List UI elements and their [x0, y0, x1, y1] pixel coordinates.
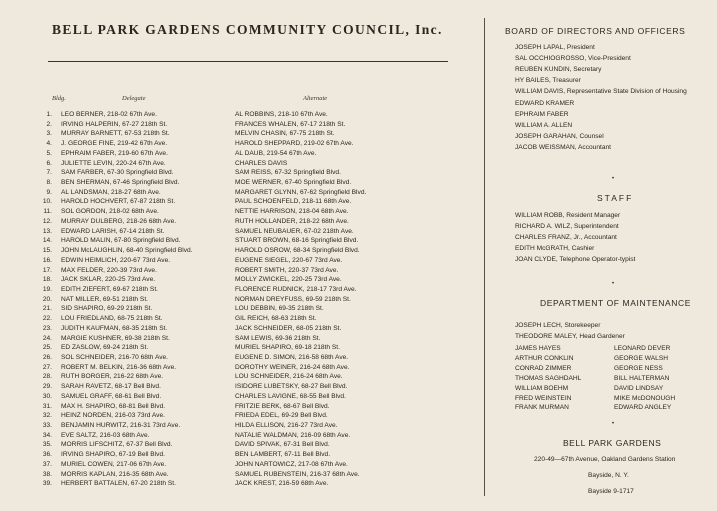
- bldg-number: 31.: [42, 402, 52, 410]
- delegate-name: J. GEORGE FINE, 219-42 67th Ave.: [61, 140, 168, 148]
- maintenance-worker: LEONARD DEVER: [614, 345, 671, 352]
- bldg-number: 9.: [46, 188, 52, 196]
- table-row: [30, 207, 470, 217]
- page-divider: [484, 18, 485, 496]
- staff-title: STAFF: [597, 193, 634, 203]
- staff-member: CHARLES FRANZ, Jr., Accountant: [515, 234, 617, 242]
- bldg-number: 25.: [42, 344, 52, 352]
- header-alternate: Alternate: [303, 95, 328, 102]
- delegate-name: SOL SCHNEIDER, 216-70 68th Ave.: [61, 354, 169, 361]
- table-row: [30, 256, 470, 266]
- delegate-name: MARGIE KUSHNER, 69-38 218th St.: [61, 334, 170, 342]
- bldg-number: 36.: [42, 451, 52, 459]
- alternate-name: MOE WERNER, 67-40 Springfield Blvd.: [235, 179, 352, 187]
- maintenance-worker: JAMES HAYES: [515, 345, 561, 352]
- delegate-name: EDWARD LARISH, 67-14 218th St.: [61, 227, 165, 235]
- alternate-name: DAVID SPIVAK, 67-31 Bell Blvd.: [235, 441, 330, 449]
- delegate-name: EPHRAIM FABER, 219-60 67th Ave.: [61, 149, 168, 157]
- table-row: [30, 314, 470, 324]
- staff-member: WILLIAM ROBB, Resident Manager: [515, 212, 621, 219]
- alternate-name: ISIDORE LUBETSKY, 68-27 Bell Blvd.: [235, 383, 348, 391]
- alternate-name: JACK KREST, 216-59 68th Ave.: [235, 480, 329, 488]
- maintenance-worker: ARTHUR CONKLIN: [515, 354, 574, 362]
- footer-name: BELL PARK GARDENS: [563, 438, 662, 448]
- alternate-name: NETTIE HARRISON, 218-04 68th Ave.: [235, 208, 349, 216]
- delegate-name: IRVING HALPERIN, 67-27 218th St.: [61, 120, 168, 128]
- maintenance-worker: FRANK MURMAN: [515, 404, 569, 412]
- bldg-number: 21.: [42, 305, 52, 313]
- staff-member: RICHARD A. WILZ, Superintendent: [515, 223, 619, 231]
- table-row: [30, 217, 470, 227]
- board-member: JOSEPH LAPAL, President: [515, 44, 595, 51]
- alternate-name: MARGARET GLYNN, 67-62 Springfield Blvd.: [235, 188, 367, 196]
- delegate-name: LEO BERNER, 218-02 67th Ave.: [61, 111, 157, 118]
- header-bldg: Bldg.: [52, 95, 66, 102]
- alternate-name: CHARLES DAVIS: [235, 159, 288, 167]
- table-row: [30, 266, 470, 276]
- table-row: [30, 285, 470, 295]
- footer-city: Bayside, N. Y.: [588, 472, 629, 479]
- maintenance-worker: GEORGE NESS: [614, 364, 663, 372]
- alternate-name: PAUL SCHOENFELD, 218-11 68th Ave.: [235, 198, 352, 206]
- bldg-number: 19.: [42, 285, 52, 293]
- table-row: [30, 372, 470, 382]
- delegate-name: RUTH BORGER, 216-22 68th Ave.: [61, 373, 164, 381]
- table-row: [30, 275, 470, 285]
- alternate-name: EUGENE D. SIMON, 216-58 68th Ave.: [235, 354, 349, 361]
- alternate-name: CHARLES LAVIGNE, 68-55 Bell Blvd.: [235, 392, 346, 400]
- delegate-name: JUDITH KAUFMAN, 68-35 218th St.: [61, 324, 168, 332]
- delegate-name: MAX H. SHAPIRO, 68-81 Bell Blvd.: [61, 402, 166, 410]
- table-row: [30, 402, 470, 412]
- maintenance-worker: EDWARD ANGLEY: [614, 404, 672, 412]
- maintenance-worker: THOMAS SAGHDAHL: [515, 374, 582, 382]
- board-member: JACOB WEISSMAN, Accountant: [515, 143, 612, 151]
- delegate-name: MORRIS KAPLAN, 216-35 68th Ave.: [61, 470, 169, 478]
- bldg-number: 2.: [46, 120, 52, 128]
- board-member: EDWARD KRAMER: [515, 99, 575, 107]
- bldg-number: 29.: [42, 383, 52, 391]
- head-gardener: THEODORE MALEY, Head Gardener: [515, 333, 625, 340]
- table-row: [30, 227, 470, 237]
- delegate-name: ED ZASLOW, 69-24 218th St.: [61, 344, 149, 352]
- bldg-number: 32.: [42, 412, 52, 420]
- ornament-dot: •: [612, 281, 615, 287]
- table-row: [30, 440, 470, 450]
- alternate-name: BEN LAMBERT, 67-11 Bell Blvd.: [235, 451, 331, 459]
- bldg-number: 39.: [42, 480, 52, 488]
- alternate-name: DOROTHY WEINER, 216-24 68th Ave.: [235, 363, 350, 371]
- delegate-name: SAM FARBER, 67-30 Springfield Blvd.: [61, 169, 174, 177]
- bldg-number: 22.: [42, 315, 52, 323]
- staff-member: JOAN CLYDE, Telephone Operator-typist: [515, 256, 636, 264]
- alternate-name: SAMUEL RUBENSTEIN, 216-37 68th Ave.: [235, 470, 360, 478]
- delegate-name: EVE SALTZ, 216-03 68th Ave.: [61, 431, 150, 439]
- ornament-dot: •: [612, 421, 615, 427]
- maintenance-worker: FRED WEINSTEIN: [515, 394, 572, 402]
- alternate-name: SAMUEL NEUBAUER, 67-02 218th Ave.: [235, 227, 354, 235]
- table-row: [30, 450, 470, 460]
- table-row: [30, 159, 470, 169]
- alternate-name: JACK SCHNEIDER, 68-05 218th St.: [235, 324, 342, 332]
- maintenance-worker: WILLIAM BOEHM: [515, 384, 569, 392]
- table-row: [30, 392, 470, 402]
- alternate-name: NORMAN DREYFUSS, 69-59 218th St.: [235, 295, 351, 303]
- delegate-name: IRVING SHAPIRO, 67-19 Bell Blvd.: [61, 451, 165, 459]
- board-member: REUBEN KUNDIN, Secretary: [515, 66, 602, 74]
- bldg-number: 38.: [42, 470, 52, 478]
- bldg-number: 10.: [42, 198, 52, 206]
- delegate-name: MURIEL COWEN, 217-06 67th Ave.: [61, 460, 167, 468]
- bldg-number: 11.: [43, 208, 52, 216]
- table-row: [30, 149, 470, 159]
- delegate-name: BENJAMIN HURWITZ, 216-31 73rd Ave.: [61, 422, 181, 430]
- table-row: [30, 295, 470, 305]
- storekeeper: JOSEPH LECH, Storekeeper: [515, 322, 601, 329]
- bldg-number: 13.: [42, 227, 52, 235]
- bldg-number: 20.: [42, 295, 52, 303]
- board-member: WILLIAM DAVIS, Representative State Division of Housing: [515, 88, 687, 96]
- bldg-number: 1.: [46, 111, 52, 118]
- delegate-name: MURRAY DULBERG, 218-26 68th Ave.: [61, 217, 177, 225]
- bldg-number: 17.: [42, 266, 52, 274]
- alternate-name: JOHN NARTOWICZ, 217-08 67th Ave.: [235, 460, 348, 468]
- delegate-name: SARAH RAVETZ, 68-17 Bell Blvd.: [61, 383, 161, 391]
- delegate-name: MURRAY BARNETT, 67-53 218th St.: [61, 130, 170, 138]
- bldg-number: 24.: [42, 334, 52, 342]
- delegate-name: SOL GORDON, 218-02 68th Ave.: [61, 208, 159, 216]
- bldg-number: 26.: [42, 354, 52, 361]
- maintenance-worker: DAVID LINDSAY: [614, 384, 664, 392]
- delegate-name: HAROLD HOCHVERT, 67-87 218th St.: [61, 198, 176, 206]
- maintenance-worker: MIKE McDONOUGH: [614, 394, 676, 402]
- bldg-number: 23.: [42, 324, 52, 332]
- delegate-name: HERBERT BATTALEN, 67-20 218th St.: [61, 480, 176, 488]
- alternate-name: LOU DEBBIN, 69-35 218th St.: [235, 305, 324, 313]
- table-row: [30, 188, 470, 198]
- bldg-number: 6.: [46, 159, 52, 167]
- footer-phone: Bayside 9-1717: [588, 488, 634, 495]
- footer-address: 220-49—67th Avenue, Oakland Gardens Station: [534, 456, 676, 463]
- board-member: SAL OCCHIOGROSSO, Vice-President: [515, 55, 631, 63]
- alternate-name: FRIEDA EDEL, 69-29 Bell Blvd.: [235, 412, 328, 420]
- table-row: [30, 421, 470, 431]
- alternate-name: HAROLD OSROW, 68-34 Springfield Blvd.: [235, 247, 360, 255]
- table-row: [30, 120, 470, 130]
- board-member: JOSEPH GARAHAN, Counsel: [515, 132, 604, 140]
- delegate-name: HAROLD MALIN, 67-80 Springfield Blvd.: [61, 237, 181, 245]
- delegate-name: JOHN McLAUGHLIN, 68-40 Springfield Blvd.: [61, 247, 193, 255]
- table-row: [30, 236, 470, 246]
- alternate-name: MOLLY ZWICKEL, 220-25 73rd Ave.: [235, 276, 342, 284]
- table-row: [30, 411, 470, 421]
- table-row: [30, 304, 470, 314]
- bldg-number: 4.: [46, 140, 52, 148]
- bldg-number: 15.: [42, 247, 52, 255]
- bldg-number: 16.: [42, 256, 52, 264]
- alternate-name: GIL REICH, 68-63 218th St.: [235, 315, 317, 323]
- bldg-number: 35.: [42, 441, 52, 449]
- alternate-name: ROBERT SMITH, 220-37 73rd Ave.: [235, 266, 339, 274]
- table-row: [30, 168, 470, 178]
- maintenance-worker: CONRAD ZIMMER: [515, 364, 572, 372]
- delegate-name: BEN SHERMAN, 67-46 Springfield Blvd.: [61, 179, 180, 187]
- delegate-name: NAT MILLER, 69-51 218th St.: [61, 295, 148, 303]
- alternate-name: NATALIE WALDMAN, 216-09 68th Ave.: [235, 431, 351, 439]
- delegate-name: JULIETTE LEVIN, 220-24 67th Ave.: [61, 159, 166, 167]
- delegate-name: JACK SKLAR, 220-25 73rd Ave.: [61, 276, 156, 284]
- table-row: [30, 343, 470, 353]
- table-row: [30, 197, 470, 207]
- board-member: WILLIAM A. ALLEN: [515, 121, 573, 129]
- title-rule: [48, 61, 448, 62]
- alternate-name: RUTH HOLLANDER, 218-22 68th Ave.: [235, 217, 349, 225]
- table-row: [30, 363, 470, 373]
- delegate-name: LOU FRIEDLAND, 68-75 218th St.: [61, 315, 163, 323]
- bldg-number: 34.: [42, 431, 52, 439]
- maintenance-title: DEPARTMENT OF MAINTENANCE: [540, 298, 692, 308]
- board-member: EPHRAIM FABER: [515, 110, 569, 118]
- alternate-name: MELVIN CHASIN, 67-75 218th St.: [235, 130, 335, 138]
- delegate-name: SID SHAPIRO, 69-29 218th St.: [61, 305, 153, 313]
- alternate-name: SAM REISS, 67-32 Springfield Blvd.: [235, 169, 341, 177]
- alternate-name: LOU SCHNEIDER, 216-24 68th Ave.: [235, 373, 343, 381]
- delegate-name: EDWIN HEIMLICH, 220-67 73rd Ave.: [61, 256, 171, 264]
- table-row: [30, 324, 470, 334]
- board-title: BOARD OF DIRECTORS AND OFFICERS: [505, 26, 686, 36]
- table-row: [30, 382, 470, 392]
- council-title: BELL PARK GARDENS COMMUNITY COUNCIL, Inc.: [52, 22, 443, 37]
- staff-member: EDITH McGRATH, Cashier: [515, 245, 595, 253]
- bldg-number: 30.: [42, 392, 52, 400]
- bldg-number: 7.: [46, 169, 52, 177]
- alternate-name: STUART BROWN, 68-16 Springfield Blvd.: [235, 237, 359, 245]
- table-row: [30, 110, 470, 120]
- table-row: [30, 178, 470, 188]
- table-row: [30, 353, 470, 363]
- header-delegate: Delegate: [122, 95, 146, 102]
- alternate-name: SAM LEWIS, 69-36 218th St.: [235, 334, 321, 342]
- table-row: [30, 246, 470, 256]
- table-row: [30, 129, 470, 139]
- table-row: [30, 139, 470, 149]
- table-row: [30, 479, 470, 489]
- bldg-number: 12.: [42, 217, 52, 225]
- alternate-name: HILDA ELLISON, 216-27 73rd Ave.: [235, 422, 338, 430]
- bldg-number: 5.: [46, 149, 52, 157]
- bldg-number: 27.: [42, 363, 52, 371]
- alternate-name: AL DAUB, 219-54 67th Ave.: [235, 149, 317, 157]
- delegate-name: ROBERT M. BELKIN, 216-36 68th Ave.: [61, 363, 177, 371]
- alternate-name: MURIEL SHAPIRO, 69-18 218th St.: [235, 344, 340, 352]
- bldg-number: 37.: [42, 460, 52, 468]
- bldg-number: 33.: [42, 422, 52, 430]
- bldg-number: 3.: [46, 130, 52, 138]
- alternate-name: AL ROBBINS, 218-10 67th Ave.: [235, 111, 328, 118]
- alternate-name: FRITZIE BERK, 68-67 Bell Blvd.: [235, 402, 330, 410]
- maintenance-worker: GEORGE WALSH: [614, 354, 668, 362]
- alternate-name: FLORENCE RUDNICK, 218-17 73rd Ave.: [235, 285, 357, 293]
- bldg-number: 18.: [42, 276, 52, 284]
- board-member: HY BAILES, Treasurer: [515, 77, 581, 85]
- delegate-name: HEINZ NORDEN, 216-03 73rd Ave.: [61, 412, 165, 420]
- bldg-number: 8.: [46, 179, 52, 187]
- delegate-name: EDITH ZIEFERT, 69-67 218th St.: [61, 285, 158, 293]
- alternate-name: EUGENE SIEGEL, 220-67 73rd Ave.: [235, 256, 343, 264]
- bldg-number: 14.: [42, 237, 52, 245]
- table-row: [30, 460, 470, 470]
- alternate-name: HAROLD SHEPPARD, 219-02 67th Ave.: [235, 140, 354, 148]
- table-row: [30, 334, 470, 344]
- bldg-number: 28.: [42, 373, 52, 381]
- table-row: [30, 431, 470, 441]
- maintenance-worker: BILL HALTERMAN: [614, 374, 670, 382]
- alternate-name: FRANCES WHALEN, 67-17 218th St.: [235, 120, 346, 128]
- table-row: [30, 470, 470, 480]
- delegate-name: MAX FELDER, 220-39 73rd Ave.: [61, 266, 157, 274]
- delegate-name: MORRIS LIFSCHITZ, 67-37 Bell Blvd.: [61, 441, 173, 449]
- delegate-name: AL LANDSMAN, 218-27 68th Ave.: [61, 188, 161, 196]
- ornament-dot: •: [612, 176, 615, 182]
- delegate-name: SAMUEL GRAFF, 68-61 Bell Blvd.: [61, 392, 162, 400]
